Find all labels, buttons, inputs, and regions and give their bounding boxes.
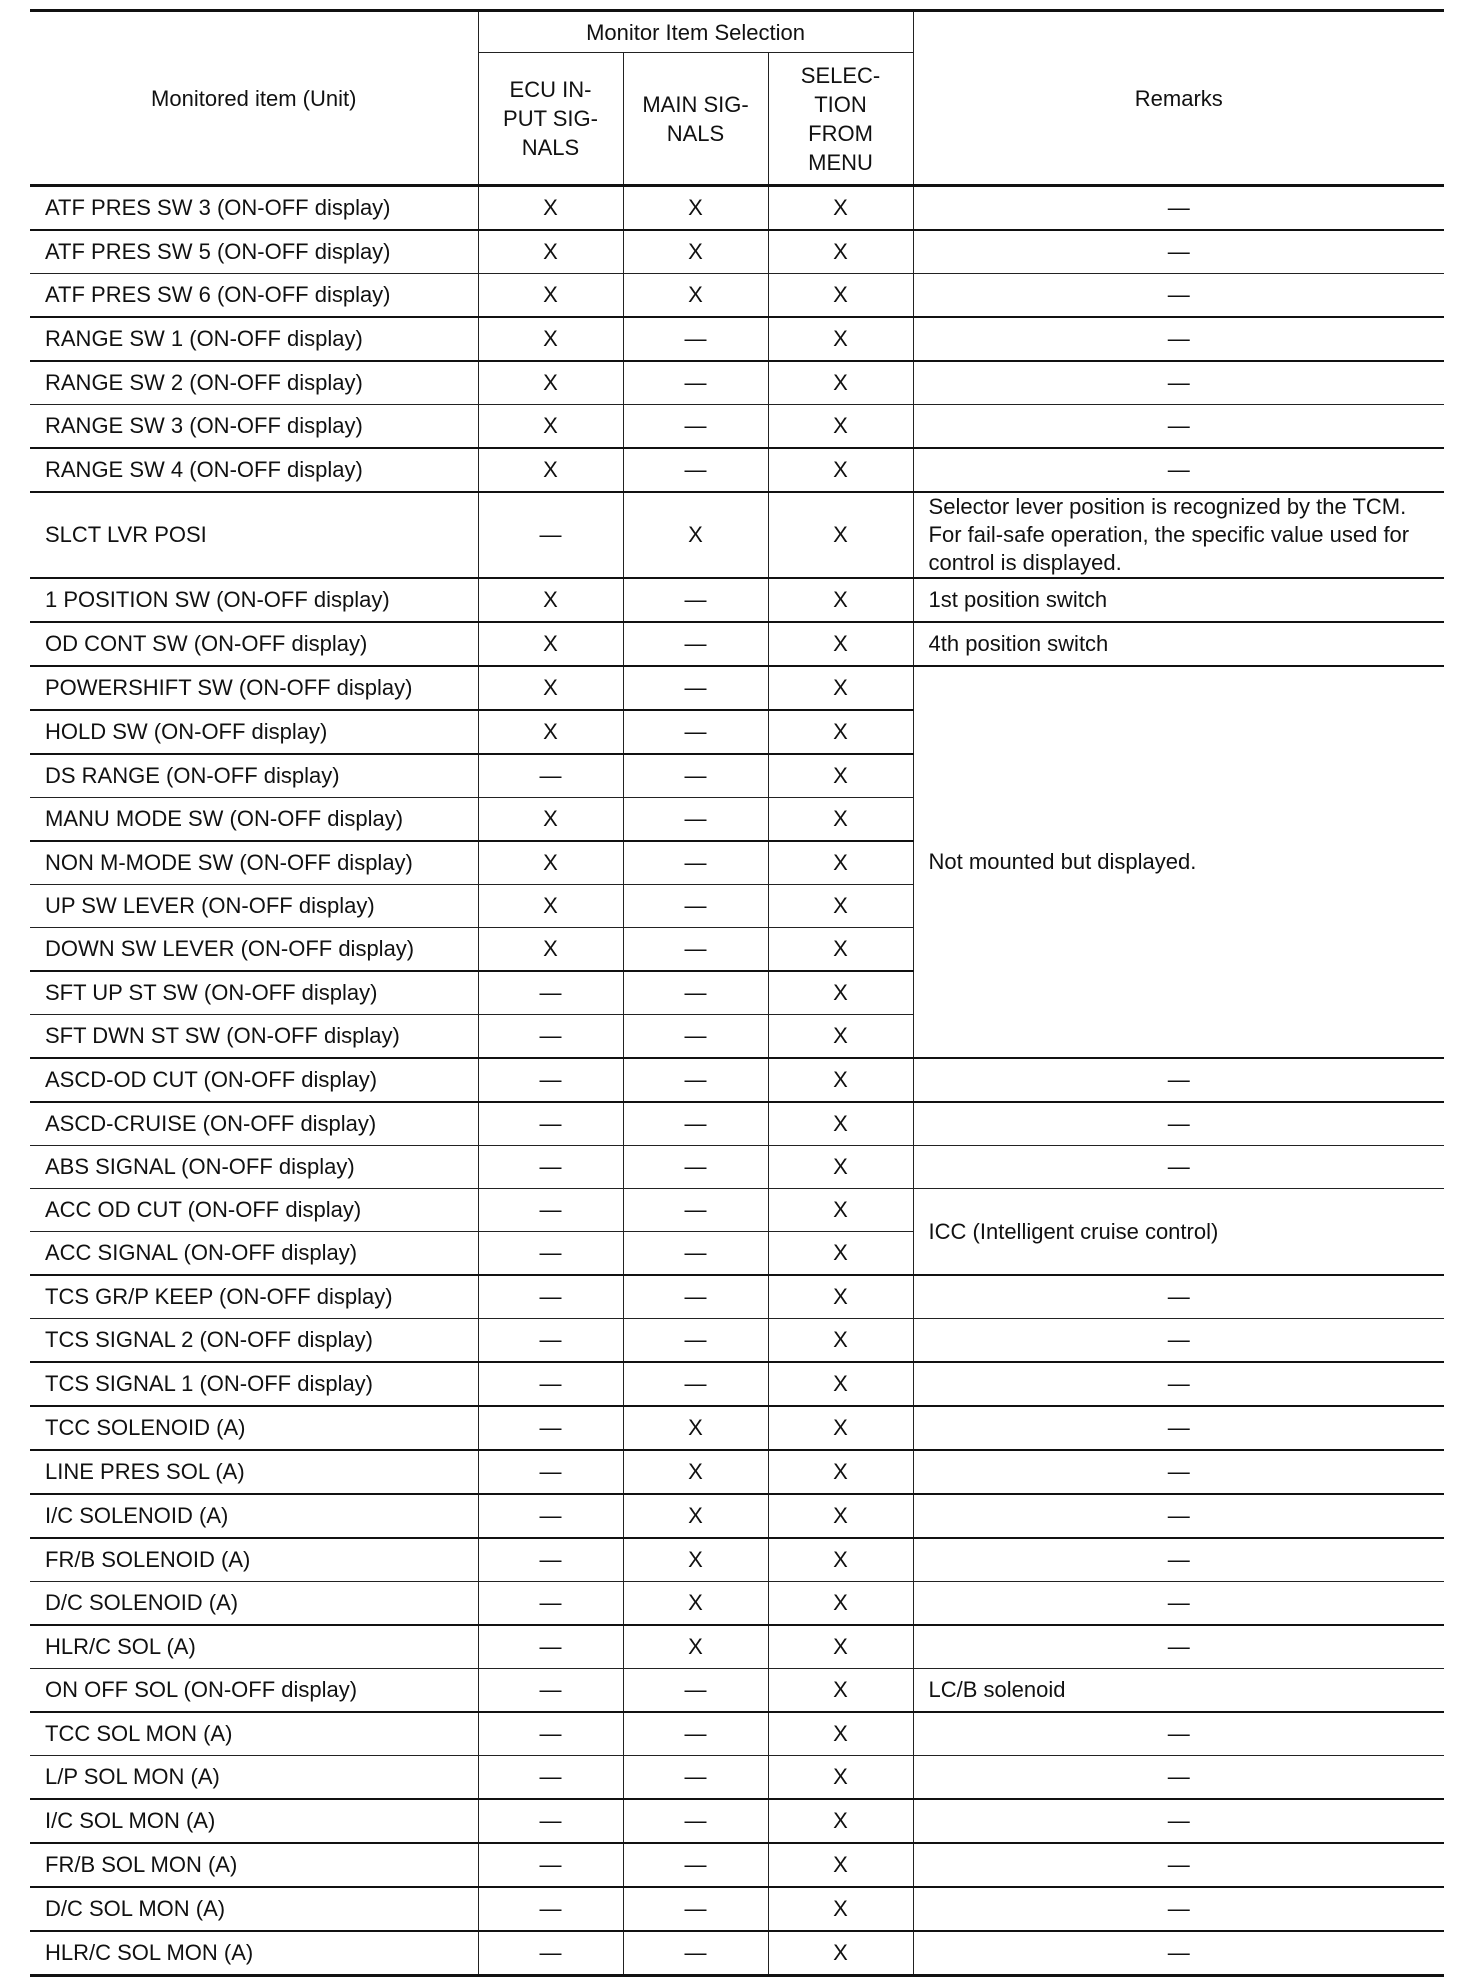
table-row [30,1319,1444,1363]
selection-menu-cell: X [768,798,913,842]
selection-menu-cell: X [768,622,913,666]
monitored-item-cell: FR/B SOL MON (A) [30,1843,478,1887]
monitored-item-cell: TCC SOL MON (A) [30,1712,478,1756]
selection-menu-cell: X [768,186,913,231]
monitored-item-cell: HOLD SW (ON-OFF display) [30,710,478,754]
ecu-input-cell: — [478,1450,623,1494]
monitored-item-cell: ATF PRES SW 6 (ON-OFF display) [30,274,478,318]
selection-menu-cell: X [768,885,913,928]
monitored-item-cell: RANGE SW 4 (ON-OFF display) [30,448,478,492]
main-signals-cell: — [623,405,768,449]
selection-menu-cell: X [768,1887,913,1931]
ecu-input-cell: — [478,1582,623,1626]
remarks-cell: — [913,1406,1444,1450]
monitored-item-cell: HLR/C SOL (A) [30,1625,478,1669]
table-row [30,405,1444,449]
ecu-input-cell: — [478,492,623,578]
remarks-cell: — [913,1756,1444,1800]
monitor-item-table [30,9,1444,1977]
remarks-cell: — [913,1799,1444,1843]
monitored-item-cell: HLR/C SOL MON (A) [30,1931,478,1976]
selection-menu-cell: X [768,1232,913,1276]
ecu-input-cell: — [478,1538,623,1582]
main-signals-cell: — [623,1931,768,1976]
ecu-input-cell: X [478,448,623,492]
selection-menu-cell: X [768,1494,913,1538]
ecu-input-cell: X [478,928,623,972]
monitored-item-cell: NON M-MODE SW (ON-OFF display) [30,841,478,885]
table-row [30,1102,1444,1146]
main-signals-cell: — [623,1887,768,1931]
selection-menu-cell: X [768,841,913,885]
ecu-input-cell: — [478,1058,623,1102]
main-signals-cell: — [623,928,768,972]
monitored-item-cell: D/C SOL MON (A) [30,1887,478,1931]
table-row [30,1669,1444,1713]
remarks-cell: — [913,405,1444,449]
selection-menu-cell: X [768,405,913,449]
monitored-item-cell: RANGE SW 1 (ON-OFF display) [30,317,478,361]
ecu-input-cell: — [478,1756,623,1800]
remarks-cell: — [913,1102,1444,1146]
main-signals-cell: — [623,1146,768,1189]
main-signals-cell: X [623,1406,768,1450]
remarks-cell: Not mounted but displayed. [913,666,1444,1058]
remarks-cell: — [913,186,1444,231]
header-remarks: Remarks [913,11,1444,186]
monitored-item-cell: ABS SIGNAL (ON-OFF display) [30,1146,478,1189]
header-monitor-item-selection: Monitor Item Selection [478,11,913,53]
ecu-input-cell: X [478,361,623,405]
main-signals-cell: — [623,1756,768,1800]
remarks-cell: — [913,1319,1444,1363]
main-signals-cell: — [623,1058,768,1102]
ecu-input-cell: — [478,1362,623,1406]
ecu-input-cell: X [478,622,623,666]
ecu-input-cell: — [478,754,623,798]
monitored-item-cell: OD CONT SW (ON-OFF display) [30,622,478,666]
ecu-input-cell: X [478,885,623,928]
selection-menu-cell: X [768,1931,913,1976]
header-selection-from-menu: SELEC- TION FROM MENU [768,53,913,186]
table-row [30,492,1444,578]
selection-menu-cell: X [768,1538,913,1582]
main-signals-cell: — [623,317,768,361]
selection-menu-cell: X [768,1582,913,1626]
remarks-cell: — [913,448,1444,492]
main-signals-cell: X [623,1450,768,1494]
header-monitored-item: Monitored item (Unit) [30,11,478,186]
main-signals-cell: — [623,1102,768,1146]
selection-menu-cell: X [768,1058,913,1102]
monitored-item-cell: RANGE SW 2 (ON-OFF display) [30,361,478,405]
ecu-input-cell: X [478,405,623,449]
ecu-input-cell: X [478,317,623,361]
selection-menu-cell: X [768,1362,913,1406]
remarks-cell: LC/B solenoid [913,1669,1444,1713]
table-row [30,1887,1444,1931]
main-signals-cell: — [623,1189,768,1232]
ecu-input-cell: — [478,1625,623,1669]
remarks-cell: — [913,230,1444,274]
main-signals-cell: — [623,1232,768,1276]
main-signals-cell: — [623,841,768,885]
table-row [30,1058,1444,1102]
table-row [30,1712,1444,1756]
main-signals-cell: — [623,1319,768,1363]
ecu-input-cell: — [478,1406,623,1450]
selection-menu-cell: X [768,1799,913,1843]
main-signals-cell: — [623,885,768,928]
main-signals-cell: X [623,1494,768,1538]
monitored-item-cell: FR/B SOLENOID (A) [30,1538,478,1582]
selection-menu-cell: X [768,1756,913,1800]
remarks-cell: — [913,1712,1444,1756]
remarks-cell: — [913,1538,1444,1582]
main-signals-cell: — [623,1275,768,1319]
selection-menu-cell: X [768,1669,913,1713]
remarks-cell: — [913,1582,1444,1626]
monitored-item-cell: I/C SOL MON (A) [30,1799,478,1843]
main-signals-cell: — [623,578,768,622]
selection-menu-cell: X [768,1625,913,1669]
monitored-item-cell: D/C SOLENOID (A) [30,1582,478,1626]
table-row [30,1582,1444,1626]
selection-menu-cell: X [768,448,913,492]
monitored-item-cell: ATF PRES SW 5 (ON-OFF display) [30,230,478,274]
main-signals-cell: X [623,1582,768,1626]
selection-menu-cell: X [768,492,913,578]
table-row [30,1538,1444,1582]
header-main-signals: MAIN SIG- NALS [623,53,768,186]
monitored-item-cell: TCC SOLENOID (A) [30,1406,478,1450]
remarks-cell: — [913,1362,1444,1406]
ecu-input-cell: — [478,1799,623,1843]
header-ecu-input-signals: ECU IN- PUT SIG- NALS [478,53,623,186]
remarks-cell: — [913,1887,1444,1931]
remarks-cell: — [913,1625,1444,1669]
selection-menu-cell: X [768,971,913,1015]
monitored-item-cell: RANGE SW 3 (ON-OFF display) [30,405,478,449]
ecu-input-cell: X [478,186,623,231]
table-row [30,1625,1444,1669]
main-signals-cell: — [623,1362,768,1406]
selection-menu-cell: X [768,1406,913,1450]
monitored-item-cell: LINE PRES SOL (A) [30,1450,478,1494]
table-row [30,361,1444,405]
table-row [30,1189,1444,1232]
main-signals-cell: — [623,971,768,1015]
table-row [30,230,1444,274]
monitored-item-cell: ACC SIGNAL (ON-OFF display) [30,1232,478,1276]
selection-menu-cell: X [768,928,913,972]
selection-menu-cell: X [768,274,913,318]
table-row [30,1275,1444,1319]
monitored-item-cell: DS RANGE (ON-OFF display) [30,754,478,798]
ecu-input-cell: — [478,1102,623,1146]
monitored-item-cell: I/C SOLENOID (A) [30,1494,478,1538]
selection-menu-cell: X [768,666,913,710]
main-signals-cell: — [623,798,768,842]
ecu-input-cell: — [478,1319,623,1363]
ecu-input-cell: — [478,1232,623,1276]
ecu-input-cell: — [478,1189,623,1232]
selection-menu-cell: X [768,361,913,405]
selection-menu-cell: X [768,1450,913,1494]
main-signals-cell: — [623,1799,768,1843]
main-signals-cell: X [623,274,768,318]
monitored-item-cell: L/P SOL MON (A) [30,1756,478,1800]
ecu-input-cell: X [478,798,623,842]
monitored-item-cell: TCS GR/P KEEP (ON-OFF display) [30,1275,478,1319]
monitored-item-cell: POWERSHIFT SW (ON-OFF display) [30,666,478,710]
main-signals-cell: — [623,710,768,754]
monitored-item-cell: ASCD-CRUISE (ON-OFF display) [30,1102,478,1146]
main-signals-cell: — [623,1712,768,1756]
main-signals-cell: X [623,492,768,578]
remarks-cell: 1st position switch [913,578,1444,622]
table-row [30,1799,1444,1843]
main-signals-cell: — [623,622,768,666]
monitored-item-cell: UP SW LEVER (ON-OFF display) [30,885,478,928]
table-row [30,1362,1444,1406]
monitored-item-cell: ACC OD CUT (ON-OFF display) [30,1189,478,1232]
selection-menu-cell: X [768,1015,913,1059]
remarks-cell: — [913,1058,1444,1102]
remarks-cell: — [913,1494,1444,1538]
table-row [30,1450,1444,1494]
selection-menu-cell: X [768,230,913,274]
monitored-item-cell: SFT UP ST SW (ON-OFF display) [30,971,478,1015]
selection-menu-cell: X [768,317,913,361]
table-row [30,317,1444,361]
monitored-item-cell: TCS SIGNAL 2 (ON-OFF display) [30,1319,478,1363]
ecu-input-cell: — [478,1494,623,1538]
selection-menu-cell: X [768,1843,913,1887]
ecu-input-cell: X [478,666,623,710]
table-row [30,274,1444,318]
table-row [30,1756,1444,1800]
remarks-cell: — [913,1843,1444,1887]
monitored-item-cell: TCS SIGNAL 1 (ON-OFF display) [30,1362,478,1406]
selection-menu-cell: X [768,578,913,622]
remarks-cell: Selector lever position is recognized by the TCM. For fail-safe operation, the specific value used for control is displayed. [913,492,1444,578]
monitored-item-cell: SFT DWN ST SW (ON-OFF display) [30,1015,478,1059]
ecu-input-cell: — [478,1712,623,1756]
main-signals-cell: X [623,186,768,231]
ecu-input-cell: — [478,1887,623,1931]
main-signals-cell: — [623,361,768,405]
remarks-cell: — [913,361,1444,405]
ecu-input-cell: — [478,1669,623,1713]
ecu-input-cell: — [478,1275,623,1319]
table-row [30,1406,1444,1450]
remarks-cell: — [913,1450,1444,1494]
selection-menu-cell: X [768,1102,913,1146]
main-signals-cell: — [623,1843,768,1887]
ecu-input-cell: X [478,578,623,622]
remarks-cell: — [913,317,1444,361]
monitored-item-cell: DOWN SW LEVER (ON-OFF display) [30,928,478,972]
table-row [30,448,1444,492]
selection-menu-cell: X [768,754,913,798]
monitored-item-cell: ASCD-OD CUT (ON-OFF display) [30,1058,478,1102]
main-signals-cell: — [623,448,768,492]
remarks-cell: — [913,1931,1444,1976]
monitored-item-cell: ATF PRES SW 3 (ON-OFF display) [30,186,478,231]
remarks-cell: — [913,1146,1444,1189]
selection-menu-cell: X [768,1146,913,1189]
ecu-input-cell: — [478,1843,623,1887]
table-row [30,1931,1444,1976]
ecu-input-cell: — [478,1931,623,1976]
monitored-item-cell: 1 POSITION SW (ON-OFF display) [30,578,478,622]
table-row [30,622,1444,666]
main-signals-cell: X [623,230,768,274]
table-row [30,1494,1444,1538]
ecu-input-cell: — [478,1146,623,1189]
ecu-input-cell: X [478,841,623,885]
selection-menu-cell: X [768,1189,913,1232]
main-signals-cell: X [623,1538,768,1582]
remarks-cell: ICC (Intelligent cruise control) [913,1189,1444,1276]
main-signals-cell: X [623,1625,768,1669]
main-signals-cell: — [623,754,768,798]
table-row [30,666,1444,710]
ecu-input-cell: X [478,274,623,318]
ecu-input-cell: — [478,971,623,1015]
selection-menu-cell: X [768,1319,913,1363]
remarks-cell: 4th position switch [913,622,1444,666]
remarks-cell: — [913,274,1444,318]
table-row [30,1843,1444,1887]
selection-menu-cell: X [768,710,913,754]
ecu-input-cell: X [478,710,623,754]
table-row [30,186,1444,231]
remarks-cell: — [913,1275,1444,1319]
ecu-input-cell: — [478,1015,623,1059]
selection-menu-cell: X [768,1712,913,1756]
table-row [30,1146,1444,1189]
monitored-item-cell: SLCT LVR POSI [30,492,478,578]
monitored-item-cell: MANU MODE SW (ON-OFF display) [30,798,478,842]
ecu-input-cell: X [478,230,623,274]
main-signals-cell: — [623,1015,768,1059]
monitored-item-cell: ON OFF SOL (ON-OFF display) [30,1669,478,1713]
main-signals-cell: — [623,1669,768,1713]
table-row [30,578,1444,622]
selection-menu-cell: X [768,1275,913,1319]
main-signals-cell: — [623,666,768,710]
